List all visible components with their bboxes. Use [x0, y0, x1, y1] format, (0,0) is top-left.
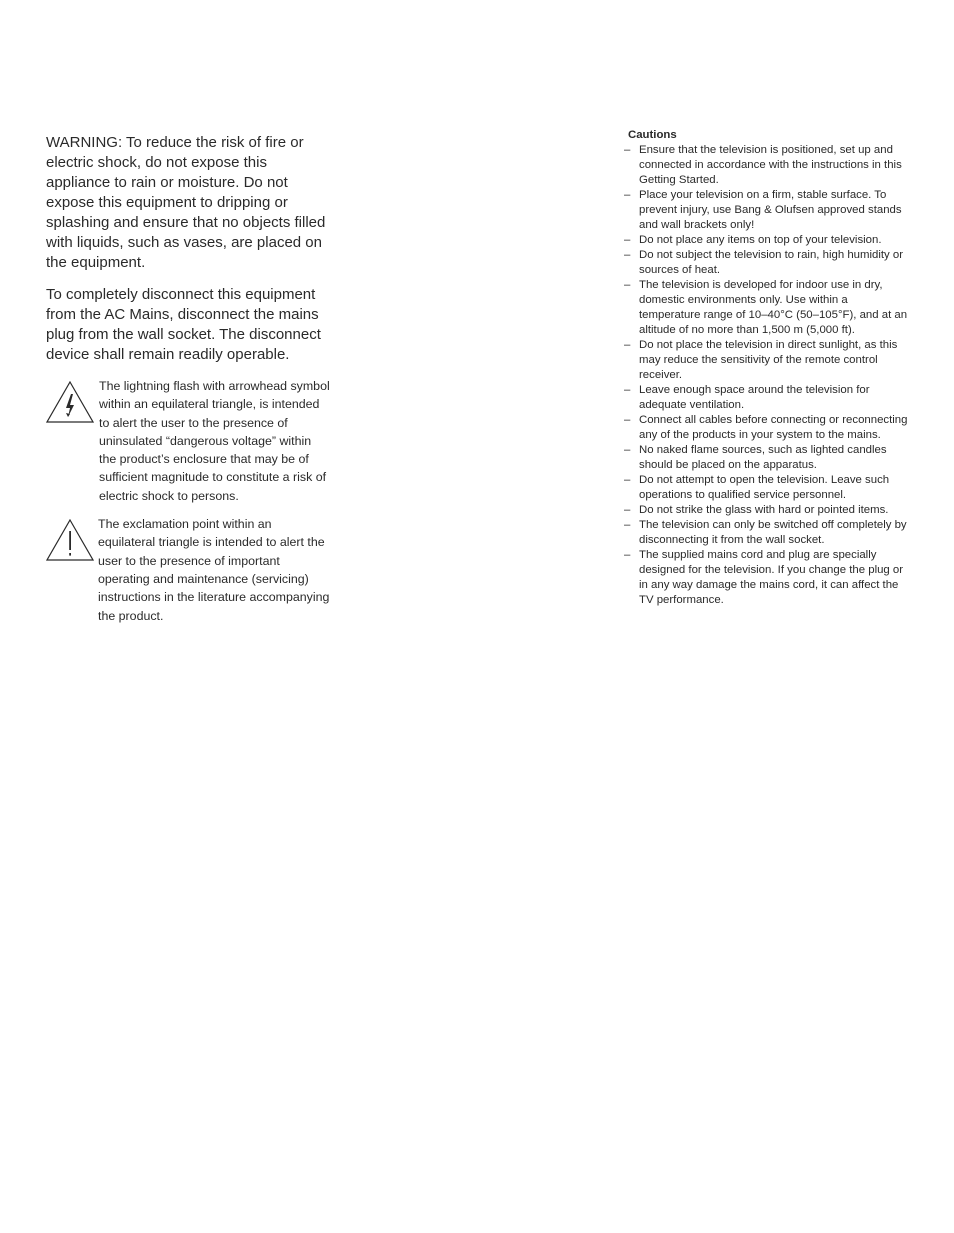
caution-item: – Do not place any items on top of your television. — [622, 233, 912, 248]
warning-text: To reduce the risk of fire or electric shock, do not expose this appliance to rain or moisture. Do not expose this equipment to dripping or splashing and ensure that no objects filled with liquids, such as vases, are placed on the equipment. — [46, 134, 326, 271]
caution-item: – The supplied mains cord and plug are specially designed for the television. If you change the plug or in any way damage the mains cord, it can affect the TV performance. — [622, 548, 912, 608]
caution-item: – Ensure that the television is positioned, set up and connected in accordance with the instructions in this Getting Started. — [622, 143, 912, 188]
exclamation-warning-triangle-icon — [46, 519, 94, 561]
caution-item: – Connect all cables before connecting or reconnecting any of the products in your system to the mains. — [622, 413, 912, 443]
caution-item: – Do not strike the glass with hard or pointed items. — [622, 503, 912, 518]
warning-label: WARNING: — [46, 134, 123, 151]
caution-item: – No naked flame sources, such as lighted candles should be placed on the apparatus. — [622, 443, 912, 473]
safety-warnings-column — [46, 133, 331, 625]
cautions-heading: Cautions — [628, 129, 677, 141]
caution-item: – Place your television on a firm, stable surface. To prevent injury, use Bang & Olufsen approved stands and wall brackets only! — [622, 188, 912, 233]
cautions-column — [622, 128, 912, 608]
cautions-list — [622, 143, 912, 608]
warning-paragraph — [46, 133, 331, 273]
caution-item: – Leave enough space around the television for adequate ventilation. — [622, 383, 912, 413]
lightning-symbol-explanation — [46, 377, 331, 505]
lightning-warning-triangle-icon — [46, 381, 94, 423]
lightning-symbol-text: The lightning flash with arrowhead symbol within an equilateral triangle, is intended to alert the user to the presence of uninsulated “dangerous voltage” within the product’s enclosure that may be of sufficient magnitude to constitute a risk of electric shock to persons. — [99, 379, 330, 503]
caution-item: – Do not place the television in direct sunlight, as this may reduce the sensitivity of the remote control receiver. — [622, 338, 912, 383]
caution-item: – Do not attempt to open the television. Leave such operations to qualified service personnel. — [622, 473, 912, 503]
caution-item: – Do not subject the television to rain, high humidity or sources of heat. — [622, 248, 912, 278]
caution-item: – The television can only be switched off completely by disconnecting it from the wall socket. — [622, 518, 912, 548]
caution-item: – The television is developed for indoor use in dry, domestic environments only. Use within a temperature range of 10–40°C (50–105°F), and at an altitude of no more than 1,500 m (5,000 ft). — [622, 278, 912, 338]
disconnect-paragraph: To completely disconnect this equipment from the AC Mains, disconnect the mains plug from the wall socket. The disconnect device shall remain readily operable. — [46, 286, 321, 363]
exclamation-symbol-explanation — [46, 515, 331, 625]
exclamation-symbol-text: The exclamation point within an equilateral triangle is intended to alert the user to the presence of important operating and maintenance (servicing) instructions in the literature accompanying the product. — [98, 517, 330, 623]
